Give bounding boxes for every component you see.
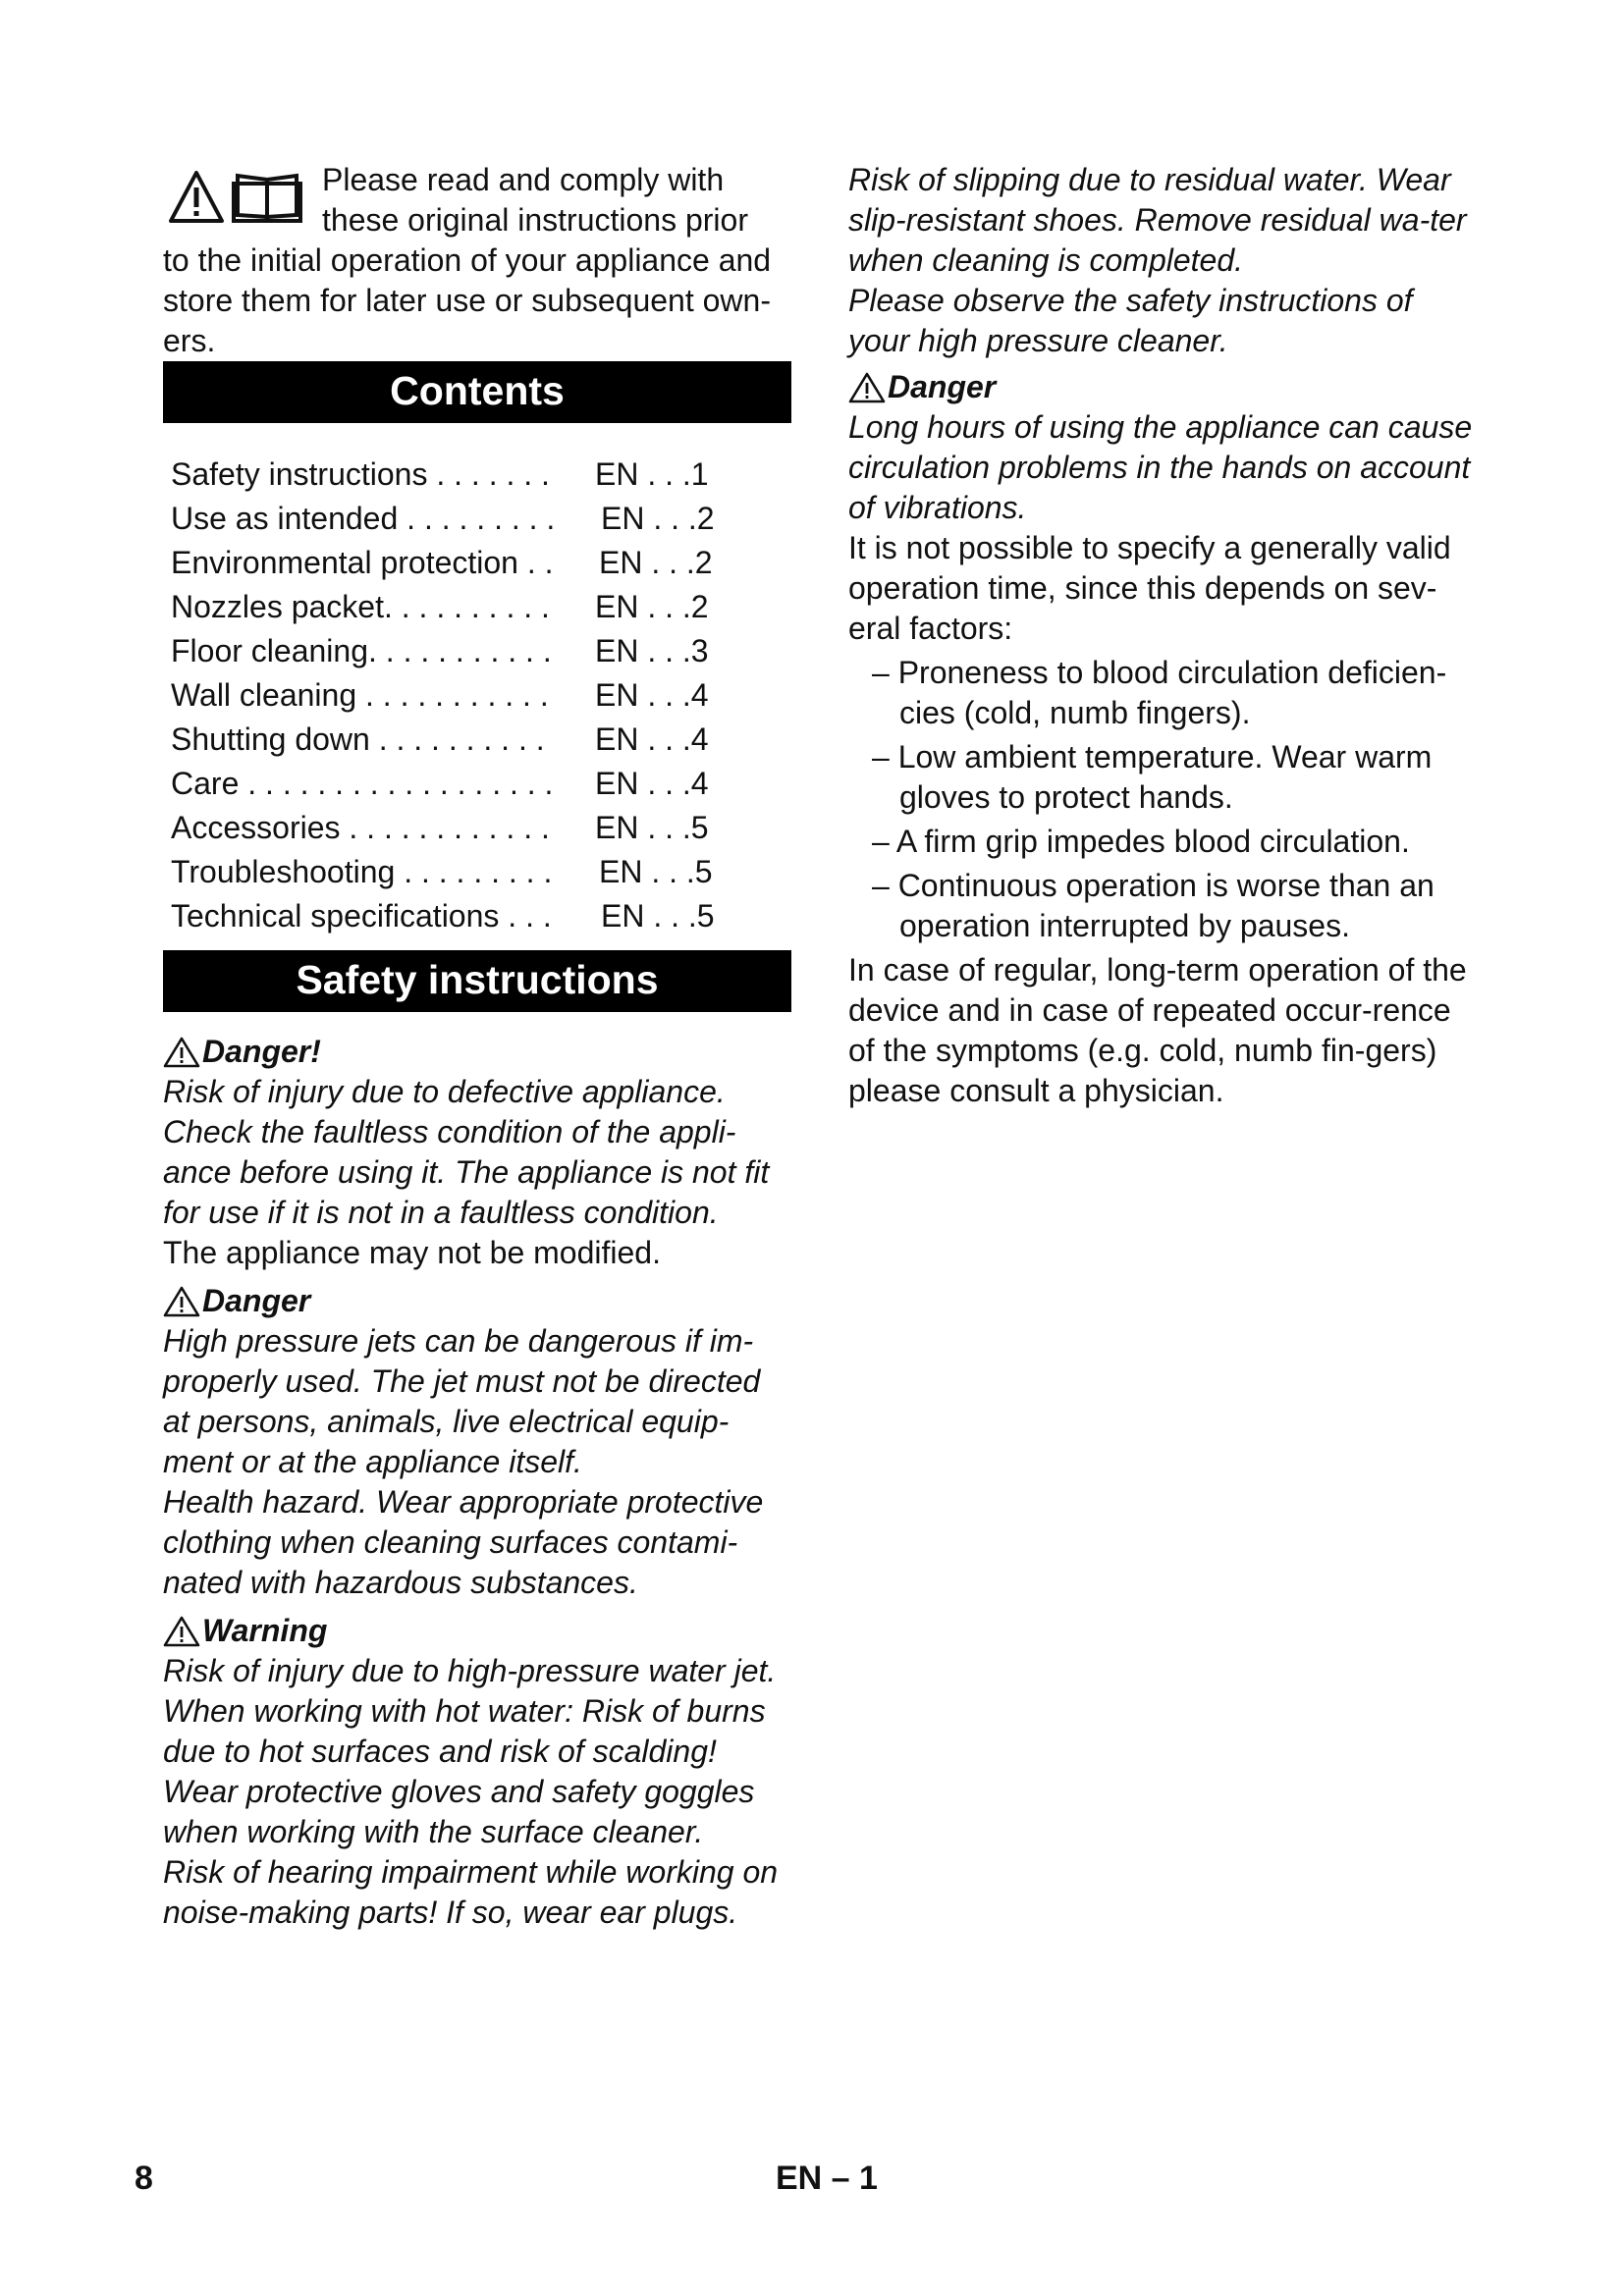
warning-text: Risk of hearing impairment while working on noise-making parts! If so, wear ear plugs. bbox=[163, 1854, 779, 1930]
warning-heading: Warning bbox=[163, 1611, 791, 1651]
toc-item[interactable]: Nozzles packet. . . . . . . . . . EN . . .2 bbox=[171, 589, 709, 624]
toc-item[interactable]: Technical specifications . . . EN . . .5 bbox=[171, 898, 715, 934]
factors-list bbox=[848, 653, 1477, 946]
danger-note: The appliance may not be modified. bbox=[163, 1235, 661, 1270]
toc-item[interactable]: Environmental protection . . EN . . .2 bbox=[171, 545, 713, 580]
warning-triangle-icon bbox=[163, 1037, 200, 1068]
danger-text: Risk of injury due to defective appliance. Check the faultless condition of the appli-ance before using it. The appliance is not fit for use if it is not in a faultless condition. bbox=[163, 1074, 770, 1230]
toc-item[interactable]: Use as intended . . . . . . . . . EN . . .2 bbox=[171, 501, 715, 536]
danger-heading: Danger bbox=[163, 1281, 791, 1321]
slipping-text: Risk of slipping due to residual water. Wear slip-resistant shoes. Remove residual wa-ter when cleaning is completed. bbox=[848, 162, 1467, 278]
table-of-contents bbox=[171, 453, 791, 938]
observe-text: Please observe the safety instructions of your high pressure cleaner. bbox=[848, 283, 1413, 358]
danger-text: Long hours of using the appliance can cause circulation problems in the hands on account of vibrations. bbox=[848, 409, 1473, 525]
intro-line-2: these original instructions prior bbox=[322, 202, 748, 238]
warning-triangle-icon bbox=[848, 372, 886, 403]
toc-item[interactable]: Shutting down . . . . . . . . . . EN . . .4 bbox=[171, 721, 709, 757]
intro-text: to the initial operation of your appliance and store them for later use or subsequent own-ers. bbox=[163, 242, 772, 358]
toc-item[interactable]: Floor cleaning. . . . . . . . . . . EN . . .3 bbox=[171, 633, 709, 668]
danger-heading: Danger! bbox=[163, 1032, 791, 1072]
contents-heading: Contents bbox=[163, 361, 791, 423]
warning-triangle-icon bbox=[163, 1616, 200, 1647]
toc-item[interactable]: Care . . . . . . . . . . . . . . . . . . EN . . .4 bbox=[171, 766, 709, 801]
list-item: – Proneness to blood circulation deficien-cies (cold, numb fingers). bbox=[872, 655, 1447, 730]
page-number: 8 bbox=[135, 2160, 153, 2197]
toc-item[interactable]: Accessories . . . . . . . . . . . . EN . . .5 bbox=[171, 810, 709, 845]
danger-heading: Danger bbox=[848, 367, 1477, 407]
consult-text: In case of regular, long-term operation of the device and in case of repeated occur-rence of the symptoms (e.g. cold, numb fin-gers) please consult a physician. bbox=[848, 952, 1467, 1108]
intro-line-1: Please read and comply with bbox=[322, 162, 725, 197]
danger-text: High pressure jets can be dangerous if im-properly used. The jet must not be directed at persons, animals, live electrical equip-ment or at the appliance itself. bbox=[163, 1323, 761, 1479]
warning-text: When working with hot water: Risk of burns due to hot surfaces and risk of scalding! bbox=[163, 1693, 766, 1769]
warning-and-manual-icon bbox=[169, 170, 316, 225]
list-item: – Continuous operation is worse than an operation interrupted by pauses. bbox=[872, 868, 1435, 943]
left-column bbox=[163, 160, 791, 1933]
warning-text: Wear protective gloves and safety goggles when working with the surface cleaner. bbox=[163, 1774, 755, 1849]
intro-block bbox=[163, 160, 791, 361]
list-item: – Low ambient temperature. Wear warm gloves to protect hands. bbox=[872, 739, 1433, 815]
toc-item[interactable]: Safety instructions . . . . . . . EN . . .1 bbox=[171, 456, 709, 492]
warning-triangle-icon bbox=[163, 1286, 200, 1317]
list-item: – A firm grip impedes blood circulation. bbox=[872, 824, 1410, 859]
toc-item[interactable]: Troubleshooting . . . . . . . . . EN . . .5 bbox=[171, 854, 713, 889]
toc-item[interactable]: Wall cleaning . . . . . . . . . . . EN . . .4 bbox=[171, 677, 709, 713]
right-column bbox=[848, 160, 1477, 1111]
danger-text: Health hazard. Wear appropriate protective clothing when cleaning surfaces contami-nated with hazardous substances. bbox=[163, 1484, 764, 1600]
section-page-label: EN – 1 bbox=[776, 2160, 878, 2197]
warning-text: Risk of injury due to high-pressure water jet. bbox=[163, 1653, 777, 1688]
safety-instructions-heading: Safety instructions bbox=[163, 950, 791, 1012]
operation-time-text: It is not possible to specify a generally valid operation time, since this depends on sev-eral factors: bbox=[848, 530, 1451, 646]
